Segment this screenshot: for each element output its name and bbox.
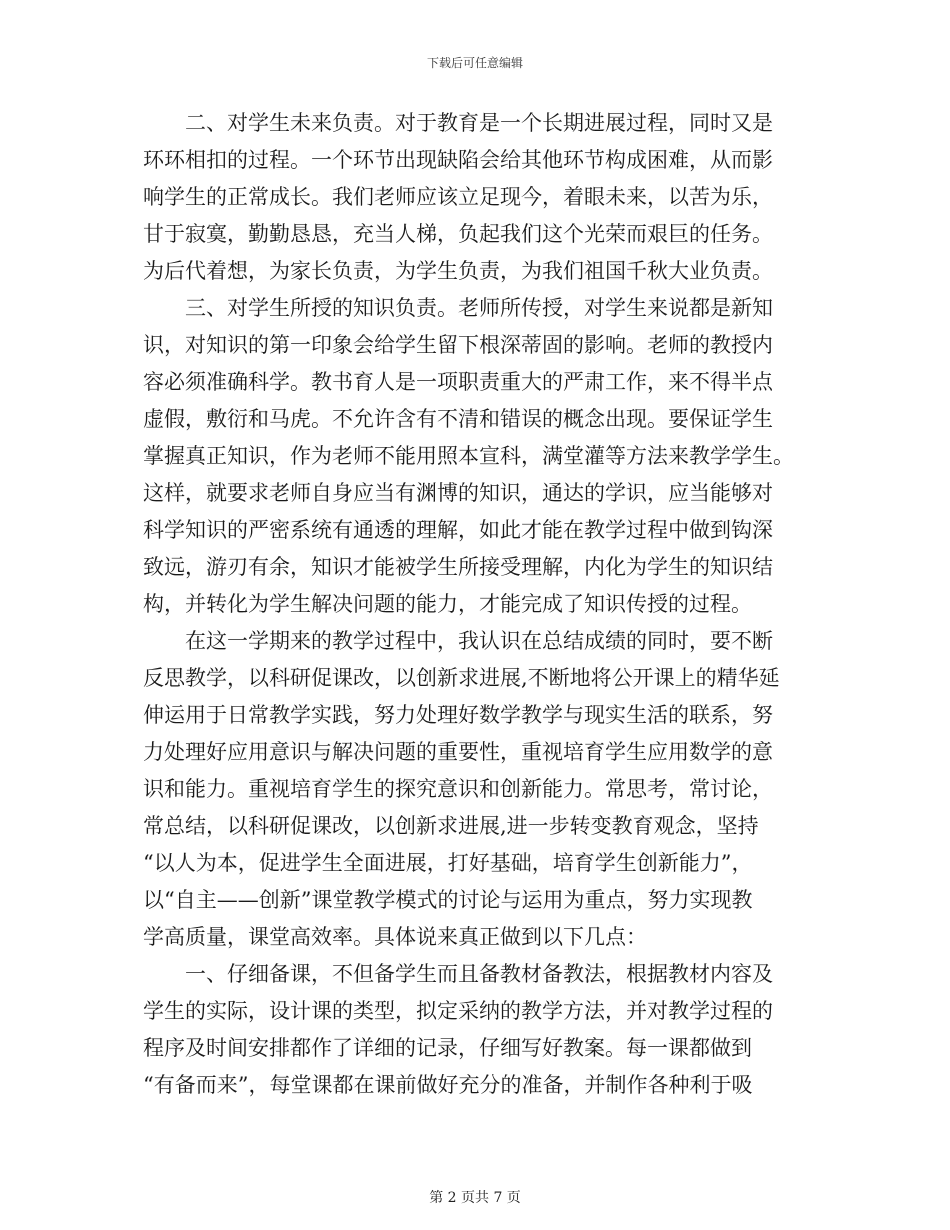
page-footer: 第 2 页共 7 页: [429, 1190, 521, 1206]
text-line: 环环相扣的过程。一个环节出现缺陷会给其他环节构成困难，从而影: [143, 148, 773, 172]
text-line: 识和能力。重视培育学生的探究意识和创新能力。常思考，常讨论，: [143, 777, 773, 801]
text-line: 学生的实际，设计课的类型，拟定采纳的教学方法，并对教学过程的: [143, 999, 773, 1023]
text-line: 三、对学生所授的知识负责。老师所传授，对学生来说都是新知: [143, 296, 773, 320]
text-line: 容必须准确科学。教书育人是一项职责重大的严肃工作，来不得半点: [143, 370, 773, 394]
text-line: 程序及时间安排都作了详细的记录，仔细写好教案。每一课都做到: [143, 1036, 752, 1060]
text-line: 反思教学，以科研促课改，以创新求进展,不断地将公开课上的精华延: [143, 666, 780, 690]
text-line: 虚假，敷衍和马虎。不允许含有不清和错误的概念出现。要保证学生: [143, 407, 773, 431]
text-line: 二、对学生未来负责。对于教育是一个长期进展过程，同时又是: [143, 111, 773, 135]
text-line: 学高质量，课堂高效率。具体说来真正做到以下几点：: [143, 925, 647, 949]
text-line: “有备而来”，每堂课都在课前做好充分的准备，并制作各种利于吸: [143, 1073, 753, 1097]
text-line: 伸运用于日常教学实践，努力处理好数学教学与现实生活的联系，努: [143, 703, 773, 727]
text-line: 以“自主——创新”课堂教学模式的讨论与运用为重点，努力实现教: [143, 888, 753, 912]
document-body: [143, 105, 815, 1104]
text-line: 这样，就要求老师自身应当有渊博的知识，通达的学识，应当能够对: [143, 481, 773, 505]
text-line: 一、仔细备课，不但备学生而且备教材备教法，根据教材内容及: [143, 962, 773, 986]
text-line: 响学生的正常成长。我们老师应该立足现今，着眼未来，以苦为乐，: [143, 185, 773, 209]
text-line: 为后代着想，为家长负责，为学生负责，为我们祖国千秋大业负责。: [143, 259, 773, 283]
text-line: 常总结，以科研促课改，以创新求进展,进一步转变教育观念，坚持: [143, 814, 759, 838]
text-line: “以人为本，促进学生全面进展，打好基础，培育学生创新能力”，: [143, 851, 753, 875]
text-line: 掌握真正知识，作为老师不能用照本宣科，满堂灌等方法来教学学生。: [143, 444, 794, 468]
text-line: 力处理好应用意识与解决问题的重要性，重视培育学生应用数学的意: [143, 740, 773, 764]
page-header: 下载后可任意编辑: [426, 56, 523, 70]
text-line: 在这一学期来的教学过程中，我认识在总结成绩的同时，要不断: [143, 629, 773, 653]
text-line: 识，对知识的第一印象会给学生留下根深蒂固的影响。老师的教授内: [143, 333, 773, 357]
text-line: 科学知识的严密系统有通透的理解，如此才能在教学过程中做到钩深: [143, 518, 773, 542]
text-line: 构，并转化为学生解决问题的能力，才能完成了知识传授的过程。: [143, 592, 752, 616]
text-line: 甘于寂寞，勤勤恳恳，充当人梯，负起我们这个光荣而艰巨的任务。: [143, 222, 773, 246]
text-line: 致远，游刃有余，知识才能被学生所接受理解，内化为学生的知识结: [143, 555, 773, 579]
